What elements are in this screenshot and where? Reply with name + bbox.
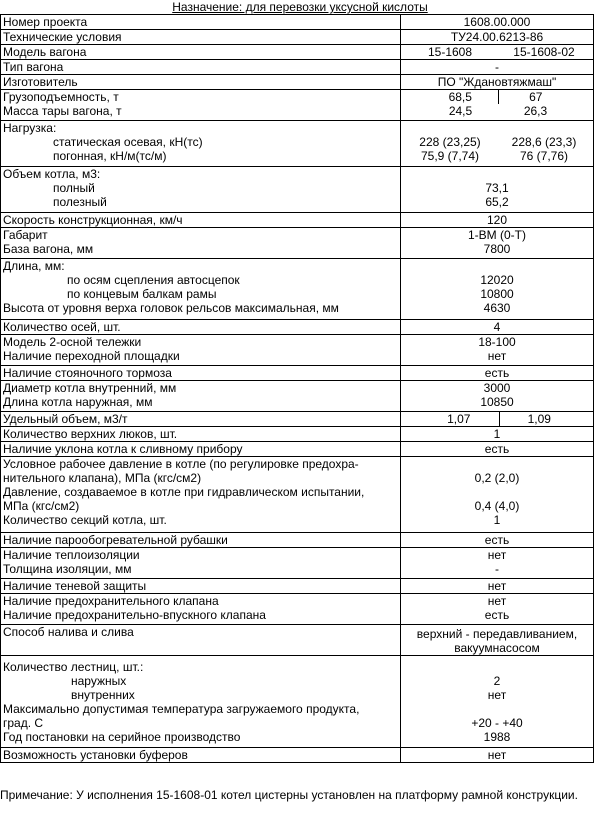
spec-label: Возможность установки буферов [1,748,401,763]
spec-label-line: Наличие переходной площадки [3,349,180,363]
spec-value: нет [401,748,594,763]
spec-label: Модель вагона [1,45,401,60]
spec-value: 2 [493,674,501,688]
spec-label [1,457,401,533]
spec-value: 3000 [483,381,511,395]
spec-label-line: по концевым балкам рамы [67,287,217,301]
spec-label [1,335,401,366]
spec-value: 1988 [483,730,511,744]
spec-value: 68,5 [423,90,499,104]
spec-value: 10850 [480,395,514,409]
table-row [1,533,594,548]
spec-label [1,90,401,121]
spec-label-line: нительного клапана), МПа (кгс/см2) [3,471,202,485]
spec-value-list [401,381,594,412]
table-row [1,625,594,656]
table-row [1,167,594,213]
spec-label [1,548,401,579]
table-row [1,75,594,90]
spec-label-line: Диаметр котла внутренний, мм [3,381,177,395]
spec-value: 1-ВМ (0-Т) [468,228,526,242]
spec-label [1,259,401,320]
spec-label [1,381,401,412]
spec-value: 0,2 (2,0) [474,471,520,485]
spec-value: 120 [401,213,594,228]
spec-label [1,167,401,213]
spec-label-line: Условное рабочее давление в котле (по регулировке предохра- [3,457,359,471]
spec-label-line: Грузоподъемность, т [3,90,119,104]
spec-value: нет [487,349,507,363]
spec-value-pair [401,90,594,121]
spec-value-pair [401,412,594,427]
spec-label-line: Толщина изоляции, мм [3,562,132,576]
spec-value: 1,09 [527,412,551,426]
table-row [1,594,594,625]
table-row [1,45,594,60]
spec-value-list [401,594,594,625]
spec-label [1,228,401,259]
spec-value: нет [487,688,507,702]
spec-label: Наличие уклона котла к сливному прибору [1,442,401,457]
spec-value: есть [401,366,594,381]
spec-value: ТУ24.00.6213-86 [401,30,594,45]
table-row [1,121,594,167]
spec-label-line: Наличие теплоизоляции [3,548,140,562]
table-row [1,320,594,335]
spec-label-line: Модель 2-осной тележки [3,335,142,349]
table-row [1,335,594,366]
table-row [1,228,594,259]
spec-value: 4 [401,320,594,335]
table-row [1,442,594,457]
spec-value: 15-1608-02 [513,45,575,59]
spec-value: 18-100 [478,335,516,349]
table-row [1,15,594,30]
spec-value: - [495,562,499,576]
spec-label: Тип вагона [1,60,401,75]
spec-value: 0,4 (4,0) [474,499,520,513]
spec-label: Наличие стояночного тормоза [1,366,401,381]
spec-label-line: Масса тары вагона, т [3,104,122,118]
spec-value: есть [401,442,594,457]
spec-label: Скорость конструкционная, км/ч [1,213,401,228]
spec-label-line: Длина, мм: [3,259,65,273]
spec-table [0,14,594,763]
spec-label-line: Количество секций котла, шт. [3,513,167,527]
table-row [1,748,594,763]
spec-value: есть [401,533,594,548]
spec-value: 1 [401,427,594,442]
spec-value: есть [484,608,510,622]
spec-value-pair [401,45,594,60]
spec-value: 75,9 (7,74) [420,149,480,163]
spec-label: Наличие парообогревательной рубашки [1,533,401,548]
spec-value-list [401,656,594,748]
spec-value: 76 (7,76) [519,149,569,163]
spec-label: Номер проекта [1,15,401,30]
spec-value: 12020 [480,273,514,287]
spec-value: 73,1 [485,181,509,195]
spec-label-line: Габарит [3,228,48,242]
spec-value: нет [487,594,507,608]
spec-label-line: град. С [3,716,44,730]
spec-value-list [401,625,594,656]
spec-value: 1 [493,513,501,527]
spec-label-line: полезный [53,195,107,209]
spec-label-line: статическая осевая, кН(тс) [53,135,203,149]
spec-label-line: полный [53,181,95,195]
spec-label-line: Год постановки на серийное производство [3,730,241,744]
spec-value: 4630 [483,301,511,315]
spec-value-list [401,548,594,579]
spec-value: 24,5 [448,104,473,118]
spec-value: нет [487,548,507,562]
spec-value: 228 (23,25) [419,135,481,149]
spec-value-list [401,259,594,320]
table-row [1,457,594,533]
spec-label [1,656,401,748]
table-row [1,656,594,748]
table-row [1,90,594,121]
spec-value-list [401,457,594,533]
table-row [1,427,594,442]
table-row [1,412,594,427]
spec-label-line: внутренних [71,688,135,702]
spec-label-line: Нагрузка: [3,121,57,135]
spec-label-line: Длина котла наружная, мм [3,395,153,409]
spec-label-line: Высота от уровня верха головок рельсов максимальная, мм [3,301,339,315]
spec-label: Наличие теневой защиты [1,579,401,594]
spec-value-list [401,335,594,366]
spec-value: 26,3 [523,104,548,118]
spec-value: 67 [529,90,543,104]
spec-label-line: Давление, создаваемое в котле при гидравлическом испытании, [3,485,365,499]
footnote: Примечание: У исполнения 15-1608-01 котел цистерны установлен на платформу рамной конструкции. [0,788,578,802]
spec-label: Количество осей, шт. [1,320,401,335]
spec-label: Удельный объем, м3/т [1,412,401,427]
spec-label-line: наружных [71,674,127,688]
spec-value: 65,2 [485,195,509,209]
spec-label-line: Максимально допустимая температура загружаемого продукта, [3,702,360,716]
spec-value-list [401,228,594,259]
spec-label-line: База вагона, мм [3,242,94,256]
spec-value: нет [401,579,594,594]
spec-label: Технические условия [1,30,401,45]
table-row [1,30,594,45]
spec-label-line: по осям сцепления автосцепок [67,273,240,287]
table-row [1,259,594,320]
spec-value: 10800 [480,287,514,301]
spec-value: 228,6 (23,3) [511,135,577,149]
spec-label-line: Наличие предохранительно-впускного клапана [3,608,266,622]
spec-label [1,121,401,167]
table-row [1,213,594,228]
table-row [1,548,594,579]
table-row [1,579,594,594]
table-row [1,366,594,381]
table-row [1,60,594,75]
document-title: Назначение: для перевозки уксусной кислоты [172,0,428,14]
spec-value: 15-1608 [427,45,473,59]
spec-value: ПО "Ждановтяжмаш" [401,75,594,90]
spec-value-list [401,167,594,213]
spec-value: 7800 [483,242,511,256]
spec-label-line: Наличие предохранительного клапана [3,594,219,608]
spec-label-line: Количество лестниц, шт.: [3,660,144,674]
spec-value-pair [401,121,594,167]
spec-label-line: МПа (кгс/см2) [3,499,80,513]
spec-value: вакуумнасосом [454,641,540,655]
spec-value: верхний - передавливанием, [416,627,578,641]
spec-label: Способ налива и слива [1,625,401,656]
spec-label: Количество верхних люков, шт. [1,427,401,442]
spec-value: 1,07 [419,412,500,426]
table-row [1,381,594,412]
spec-label-line: Объем котла, м3: [3,167,101,181]
spec-value: - [401,60,594,75]
spec-value: +20 - +40 [471,716,523,730]
spec-label-line: погонная, кН/м(тс/м) [53,149,167,163]
spec-label [1,594,401,625]
spec-value: 1608.00.000 [401,15,594,30]
spec-label: Изготовитель [1,75,401,90]
